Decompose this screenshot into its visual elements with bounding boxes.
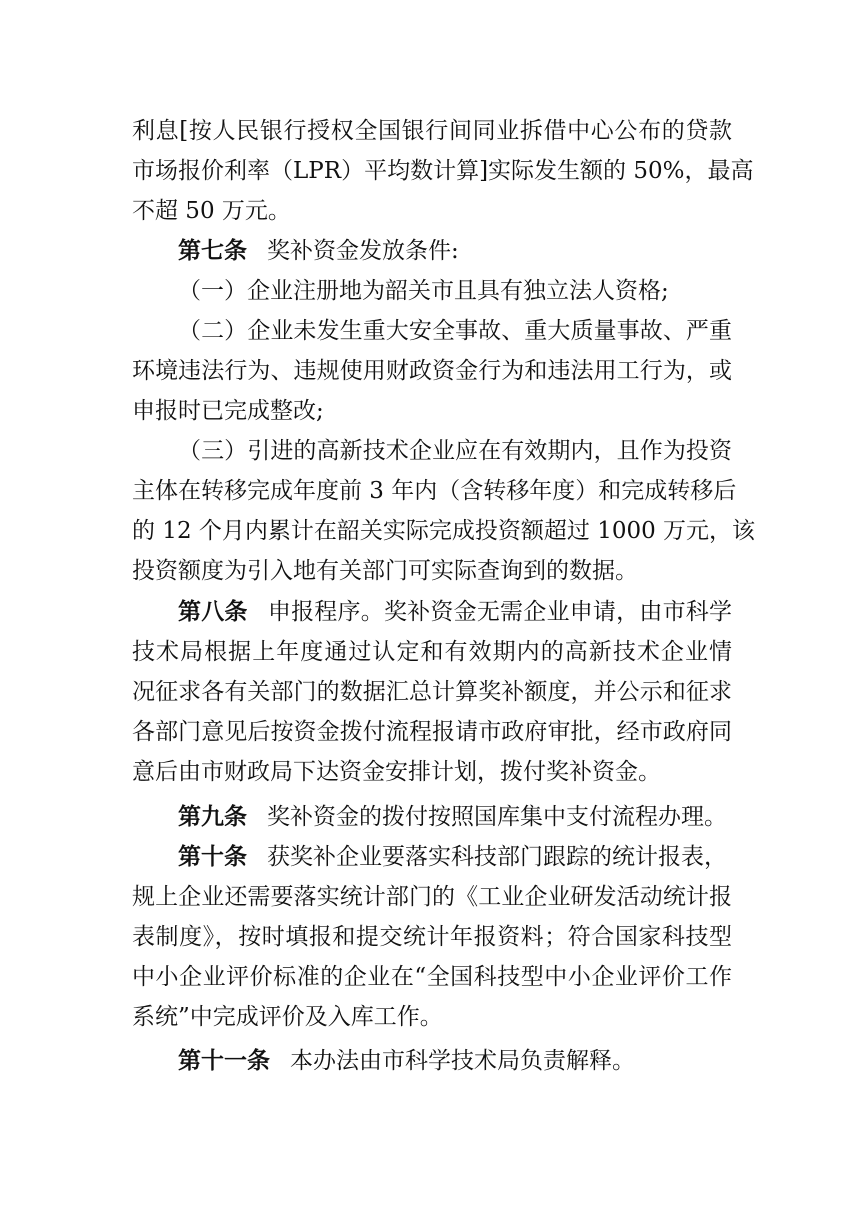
- text-line: 况征求各有关部门的数据汇总计算奖补额度，并公示和征求: [132, 679, 732, 705]
- text-line: 各部门意见后按资金拨付流程报请市政府审批，经市政府同: [132, 719, 732, 745]
- text-line: 系统”中完成评价及入库工作。: [132, 1004, 443, 1030]
- article-heading: 第十一条: [178, 1048, 270, 1074]
- article-text: 奖补资金发放条件:: [267, 238, 459, 264]
- text-line: 表制度》，按时填报和提交统计年报资料；符合国家科技型: [132, 924, 732, 950]
- article-text: 奖补资金的拨付按照国库集中支付流程办理。: [267, 804, 727, 830]
- text-line: 利息[按人民银行授权全国银行间同业拆借中心公布的贷款: [132, 118, 732, 144]
- text-line: 市场报价利率（LPR）平均数计算]实际发生额的 50%，最高: [132, 158, 754, 184]
- article-heading: 第八条: [178, 599, 248, 625]
- article-10: [178, 837, 732, 877]
- text-line: 意后由市财政局下达资金安排计划，拨付奖补资金。: [132, 759, 661, 785]
- article-heading: 第七条: [178, 238, 247, 264]
- text-line: 不超 50 万元。: [132, 198, 291, 224]
- article-text: 获奖补企业要落实科技部门跟踪的统计报表，: [267, 844, 727, 870]
- text-line: 技术局根据上年度通过认定和有效期内的高新技术企业情: [132, 639, 732, 665]
- article-11: [178, 1041, 732, 1081]
- text-line: 环境违法行为、违规使用财政资金行为和违法用工行为，或: [132, 358, 732, 384]
- text-line: 中小企业评价标准的企业在“全国科技型中小企业评价工作: [132, 964, 732, 990]
- article-7: [178, 231, 732, 271]
- article-heading: 第九条: [178, 804, 247, 830]
- text-line: （三）引进的高新技术企业应在有效期内，且作为投资: [178, 438, 732, 464]
- article-text: 申报程序。奖补资金无需企业申请，由市科学: [267, 599, 733, 625]
- article-heading: 第十条: [178, 844, 247, 870]
- text-line: （二）企业未发生重大安全事故、重大质量事故、严重: [178, 318, 732, 344]
- text-line: 的 12 个月内累计在韶关实际完成投资额超过 1000 万元，该: [132, 518, 756, 544]
- article-8: [178, 592, 732, 632]
- text-line: （一）企业注册地为韶关市且具有独立法人资格;: [178, 278, 669, 304]
- text-line: 申报时已完成整改;: [132, 398, 324, 424]
- article-9: [178, 797, 732, 837]
- text-line: 规上企业还需要落实统计部门的《工业企业研发活动统计报: [132, 884, 732, 910]
- text-line: 主体在转移完成年度前 3 年内（含转移年度）和完成转移后: [132, 478, 737, 504]
- text-line: 投资额度为引入地有关部门可实际查询到的数据。: [132, 558, 638, 584]
- article-text: 本办法由市科学技术局负责解释。: [290, 1048, 635, 1074]
